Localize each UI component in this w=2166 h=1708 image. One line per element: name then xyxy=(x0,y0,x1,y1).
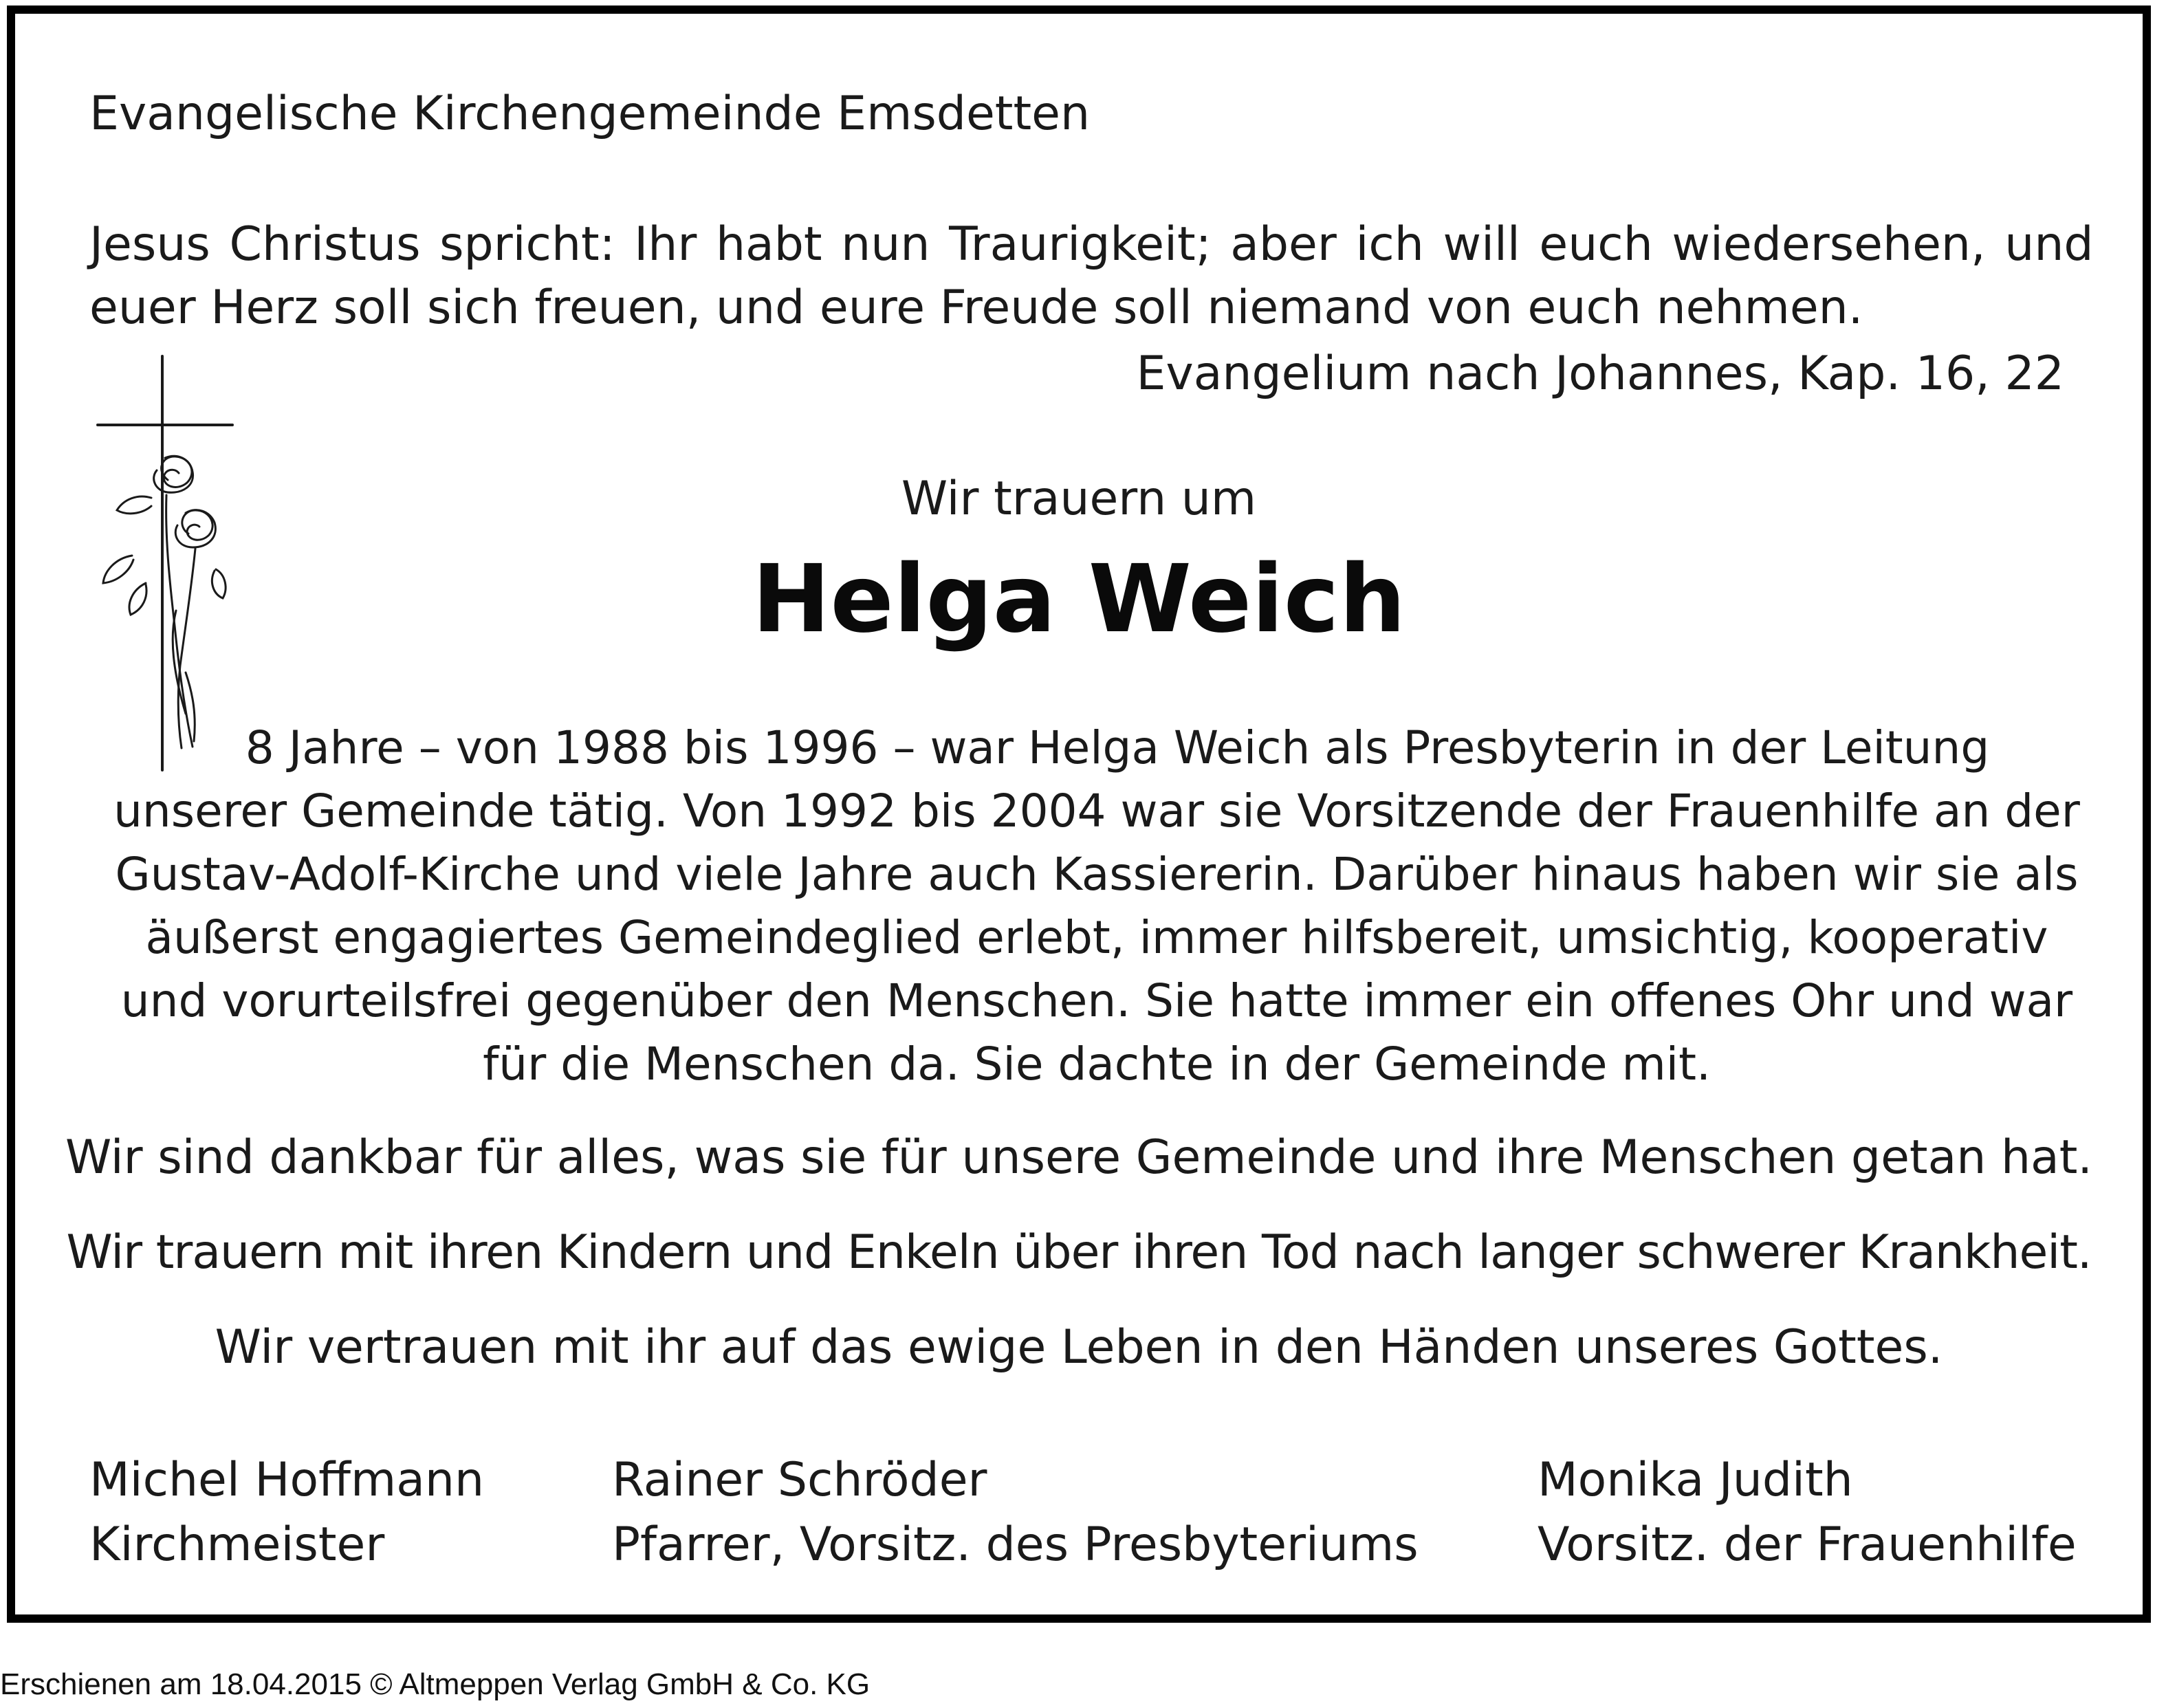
publication-footer: Erschienen am 18.04.2015 © Altmeppen Verlag GmbH & Co. KG xyxy=(0,1667,871,1701)
bible-quote-source: Evangelium nach Johannes, Kap. 16, 22 xyxy=(1136,347,2064,401)
parish-header: Evangelische Kirchengemeinde Emsdetten xyxy=(89,87,1091,141)
mourning-intro: Wir trauern um xyxy=(901,472,1257,526)
signatory xyxy=(612,1448,1419,1577)
signatory-role: Pfarrer, Vorsitz. des Presbyteriums xyxy=(612,1518,1419,1572)
bible-quote-line-1: Jesus Christus spricht: Ihr habt nun Traurigkeit; aber ich will euch wiedersehen, und xyxy=(89,217,2094,272)
biography-line: und vorurteilsfrei gegenüber den Menschen. Sie hatte immer ein offenes Ohr und war xyxy=(120,974,2073,1027)
biography-line: unserer Gemeinde tätig. Von 1992 bis 2004 war sie Vorsitzende der Frauenhilfe an der xyxy=(113,785,2080,837)
obituary-notice xyxy=(7,6,2151,1623)
biography-line: für die Menschen da. Sie dachte in der Gemeinde mit. xyxy=(483,1038,1711,1091)
faith-statement: Wir vertrauen mit ihr auf das ewige Leben in den Händen unseres Gottes. xyxy=(215,1320,1943,1375)
signatory-name: Rainer Schröder xyxy=(612,1453,987,1507)
bible-quote-line-2: euer Herz soll sich freuen, und eure Freude soll niemand von euch nehmen. xyxy=(89,281,1863,335)
biography-line: Gustav-Adolf-Kirche und viele Jahre auch Kassiererin. Darüber hinaus haben wir sie als xyxy=(115,848,2079,901)
biography xyxy=(89,716,2104,1096)
signatory-role: Kirchmeister xyxy=(89,1518,385,1572)
thanks-statement: Wir sind dankbar für alles, was sie für unsere Gemeinde und ihre Menschen getan hat. xyxy=(65,1130,2092,1185)
biography-line: äußerst engagiertes Gemeindeglied erlebt, immer hilfsbereit, umsichtig, kooperativ xyxy=(145,911,2048,964)
biography-line: 8 Jahre – von 1988 bis 1996 – war Helga Weich als Presbyterin in der Leitung xyxy=(245,721,1990,774)
signatory xyxy=(1538,1448,2077,1577)
signatory-name: Michel Hoffmann xyxy=(89,1453,485,1507)
signatory xyxy=(89,1448,484,1577)
signatory-role: Vorsitz. der Frauenhilfe xyxy=(1538,1518,2077,1572)
signatory-name: Monika Judith xyxy=(1538,1453,1853,1507)
mourning-statement: Wir trauern mit ihren Kindern und Enkeln über ihren Tod nach langer schwerer Krankheit. xyxy=(66,1225,2092,1280)
deceased-name: Helga Weich xyxy=(752,545,1406,654)
